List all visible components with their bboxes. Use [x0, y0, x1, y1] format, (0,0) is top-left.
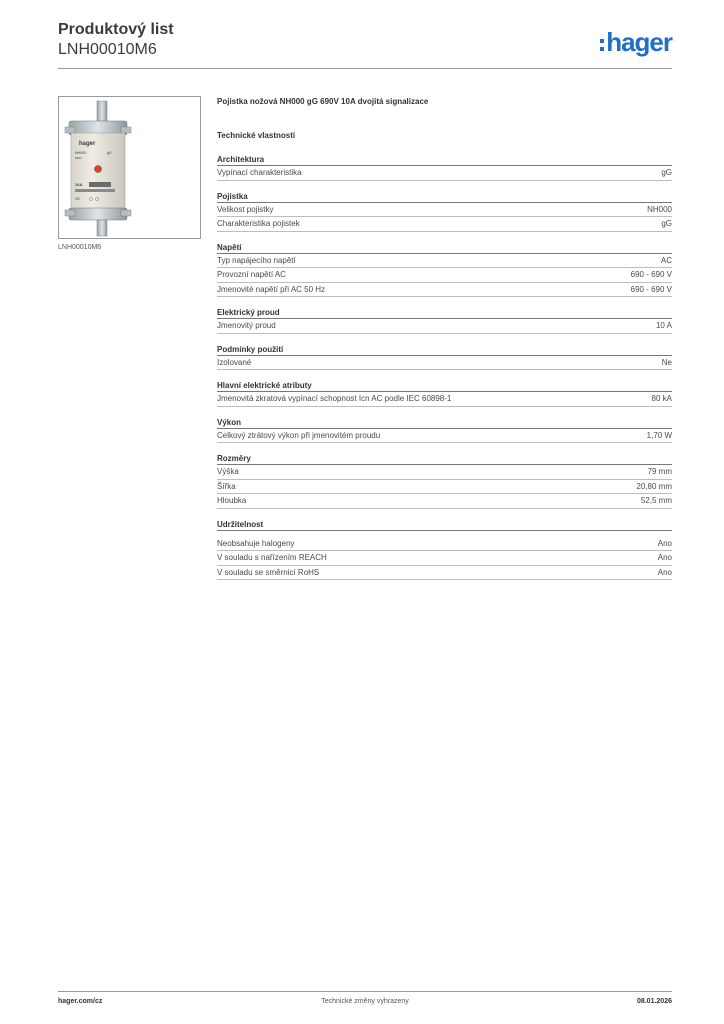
fuse-brand-label: hager [79, 141, 96, 147]
fuse-voltage-label: 690V [75, 156, 83, 160]
spec-label: Jmenovitá zkratová vypínací schopnost Icn AC podle IEC 60898-1 [217, 394, 452, 403]
spec-label: Hloubka [217, 496, 247, 505]
spec-row [217, 429, 672, 444]
spec-label: Jmenovitý proud [217, 321, 276, 330]
spec-label: Šířka [217, 481, 236, 491]
spec-label: Charakteristika pojistek [217, 219, 300, 228]
section-title: Pojistka [217, 191, 672, 203]
spec-label: Izolované [217, 357, 252, 367]
spec-section [217, 191, 672, 232]
spec-section [217, 344, 672, 371]
spec-label: Vypínací charakteristika [217, 168, 302, 177]
spec-row [217, 551, 672, 566]
spec-row [217, 166, 672, 181]
section-title: Napětí [217, 242, 672, 254]
product-code: LNH00010M6 [58, 41, 157, 58]
spec-label: Typ napájecího napětí [217, 255, 296, 265]
fuse-illustration [59, 97, 200, 238]
spec-value: Ano [657, 567, 672, 577]
spec-value: 10 A [655, 321, 672, 330]
spec-label: Neobsahuje halogeny [217, 538, 295, 548]
product-name: Pojistka nožová NH000 gG 690V 10A dvojitá signalizace [217, 97, 429, 106]
fuse-marks-label: CE [75, 197, 80, 201]
spec-label: Provozní napětí AC [217, 270, 286, 279]
spec-section [217, 154, 672, 181]
spec-section [217, 380, 672, 407]
spec-value: gG [661, 219, 672, 228]
hager-logo [600, 28, 672, 56]
footer-notice: Technické změny vyhrazeny [321, 998, 409, 1005]
section-title: Rozměry [217, 453, 672, 465]
fuse-size-label: NH000 [75, 151, 86, 155]
spec-row [217, 283, 672, 298]
section-title: Udržitelnost [217, 519, 672, 531]
section-title: Výkon [217, 417, 672, 429]
spec-row [217, 392, 672, 407]
spec-value: 79 mm [647, 467, 672, 476]
spec-content [217, 96, 672, 580]
logo-dots-icon [600, 39, 604, 51]
spec-row [217, 268, 672, 283]
indicator-icon [95, 166, 102, 173]
section-title: Architektura [217, 154, 672, 166]
spec-row [217, 254, 672, 269]
document-title: Produktový list [58, 21, 174, 38]
spec-label: Jmenovité napětí při AC 50 Hz [217, 284, 326, 294]
footer-date: 08.01.2026 [636, 998, 672, 1005]
spec-row [217, 537, 672, 552]
spec-label: Celkový ztrátový výkon při jmenovitém proudu [217, 430, 381, 440]
spec-row [217, 217, 672, 232]
spec-value: AC [660, 255, 672, 265]
spec-row [217, 465, 672, 480]
spec-row [217, 566, 672, 581]
spec-section [217, 307, 672, 334]
spec-row [217, 319, 672, 334]
spec-value: NH000 [647, 204, 672, 214]
page-header [58, 20, 672, 70]
fuse-rating-label: 10A [75, 182, 83, 187]
spec-label: V souladu se směrnicí RoHS [217, 567, 320, 577]
footer-website: hager.com/cz [58, 998, 103, 1005]
spec-sections [217, 154, 672, 580]
section-title: Hlavní elektrické atributy [217, 380, 672, 392]
spec-label: Velikost pojistky [217, 204, 274, 214]
spec-row [217, 356, 672, 371]
spec-section [217, 417, 672, 444]
spec-value: 20,80 mm [636, 481, 672, 491]
spec-value: gG [661, 168, 672, 177]
page-footer [58, 998, 672, 1010]
spec-value: 690 - 690 V [630, 284, 672, 294]
fuse-class-label: gG [107, 151, 112, 155]
spec-section [217, 242, 672, 298]
spec-row [217, 203, 672, 218]
spec-row [217, 494, 672, 509]
spec-label: V souladu s nařízením REACH [217, 553, 327, 562]
spec-label: Výška [217, 467, 239, 476]
spec-value: Ano [657, 553, 672, 562]
header-divider [58, 68, 672, 69]
section-title: Elektrický proud [217, 307, 672, 319]
spec-value: Ano [657, 538, 672, 548]
spec-value: 690 - 690 V [630, 270, 672, 279]
product-image [58, 96, 201, 239]
section-title: Podmínky použití [217, 344, 672, 356]
spec-value: 80 kA [651, 394, 672, 403]
spec-row [217, 480, 672, 495]
spec-value: 52,5 mm [640, 496, 672, 505]
spec-value: Ne [661, 357, 672, 367]
tech-properties-title: Technické vlastnosti [217, 131, 296, 140]
spec-section [217, 453, 672, 509]
footer-divider [58, 991, 672, 992]
image-caption: LNH00010M6 [58, 244, 102, 251]
spec-section [217, 519, 672, 581]
logo-text: hager [606, 27, 672, 57]
spec-value: 1,70 W [646, 430, 672, 440]
